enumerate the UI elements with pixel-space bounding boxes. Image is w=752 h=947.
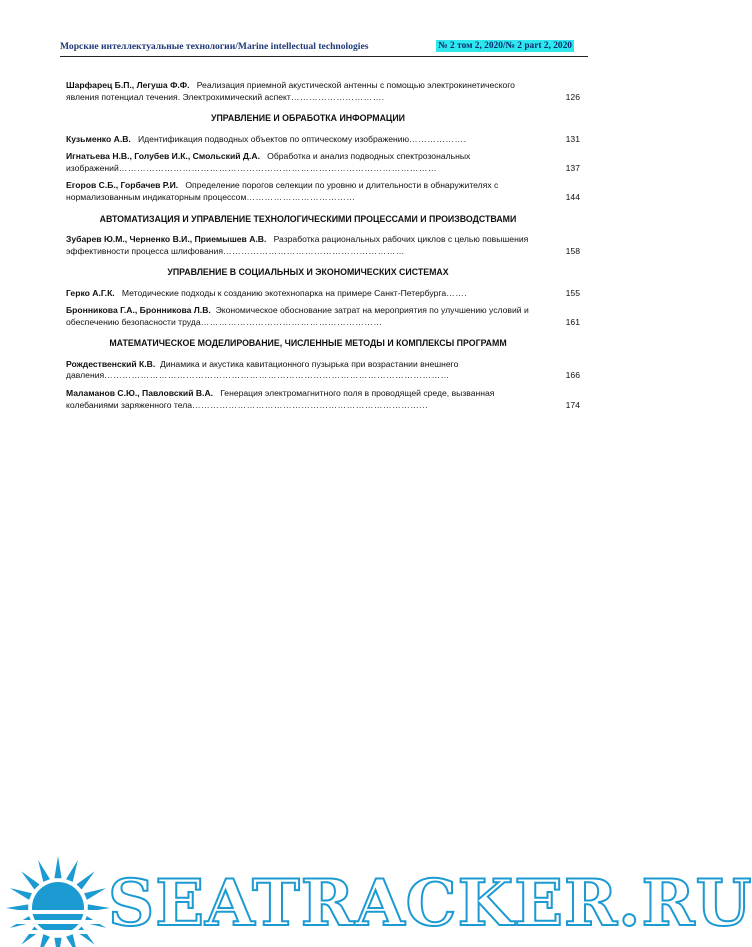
- entry-page: 174: [565, 399, 580, 410]
- entry-authors: Игнатьева Н.В., Голубев И.К., Смольский Д.А.: [66, 151, 260, 162]
- entry-leader: ………………………………: [246, 191, 356, 202]
- entry-authors: Егоров С.Б., Горбачев Р.И.: [66, 180, 179, 191]
- entry-page: 161: [565, 316, 580, 327]
- entry-authors: Маламанов С.Ю., Павловский В.А.: [66, 387, 214, 398]
- sun-ray: [38, 860, 50, 882]
- entry-authors: Рождественский К.В.: [66, 358, 156, 369]
- entry-title: Определение порогов селекции по уровню и длительности в обнаружителях с нормализованным индикаторным процессом: [66, 180, 499, 202]
- toc-entry[interactable]: [66, 388, 580, 411]
- sun-ray: [38, 934, 50, 947]
- journal-title: Морские интеллектуальные технологии/Marine intellectual technologies: [60, 41, 369, 52]
- entry-page: 166: [565, 370, 580, 381]
- running-header: [60, 40, 588, 57]
- sun-ray: [54, 938, 61, 947]
- sun-ray: [21, 927, 39, 945]
- entry-title: Идентификация подводных объектов по оптическому изображению: [137, 133, 410, 144]
- entry-title: Реализация приемной акустической антенны с помощью электрокинетического явления потенциал течения. Электрохимический аспект: [66, 80, 515, 102]
- section-heading: УПРАВЛЕНИЕ В СОЦИАЛЬНЫХ И ЭКОНОМИЧЕСКИХ СИСТЕМАХ: [167, 267, 449, 278]
- entry-leader: ……………………………………………………………………………………………………: [104, 370, 450, 381]
- entry-page: 126: [565, 91, 580, 102]
- sun-ray: [54, 856, 61, 878]
- entry-leader: ……………….: [409, 133, 467, 144]
- entry-leader: ……………………………………………………………………………………………: [118, 162, 438, 173]
- entry-page: 155: [565, 287, 580, 298]
- entry-authors: Кузьменко А.В.: [66, 133, 131, 144]
- section-heading: МАТЕМАТИЧЕСКОЕ МОДЕЛИРОВАНИЕ, ЧИСЛЕННЫЕ МЕТОДЫ И КОМПЛЕКСЫ ПРОГРАММ: [109, 338, 507, 349]
- entry-title: Экономическое обоснование затрат на мероприятия по улучшению условий и обеспечению безопасности труда: [66, 305, 529, 327]
- toc-entry[interactable]: [66, 180, 580, 203]
- entry-authors: Зубарев Ю.М., Черненко В.И., Приемышев А.В.: [66, 233, 267, 244]
- section-heading: АВТОМАТИЗАЦИЯ И УПРАВЛЕНИЕ ТЕХНОЛОГИЧЕСКИМИ ПРОЦЕССАМИ И ПРОИЗВОДСТВАМИ: [99, 213, 517, 224]
- entry-leader: ……………………………………………………: [200, 316, 383, 327]
- entry-page: 144: [565, 191, 580, 202]
- sun-ray: [10, 888, 32, 900]
- entry-leader: ……………………………………………………: [223, 245, 405, 256]
- toc-entry[interactable]: [66, 134, 580, 146]
- entry-authors: Шарфарец Б.П., Легуша Ф.Ф.: [66, 80, 190, 90]
- section-heading: УПРАВЛЕНИЕ И ОБРАБОТКА ИНФОРМАЦИИ: [210, 113, 406, 124]
- entry-page: 137: [565, 162, 580, 173]
- entry-authors: Бронникова Г.А., Бронникова Л.В.: [66, 305, 211, 316]
- sun-ray: [66, 860, 78, 882]
- entry-page: 131: [565, 133, 580, 144]
- entry-title: Методические подходы к созданию экотехнопарка на примере Санкт-Петербурга: [121, 287, 447, 298]
- entry-page: 158: [565, 245, 580, 256]
- issue-badge: № 2 том 2, 2020/№ 2 part 2, 2020: [438, 41, 572, 51]
- toc-entry[interactable]: [66, 288, 580, 300]
- toc-entry[interactable]: [66, 234, 580, 257]
- toc-entry[interactable]: [66, 359, 580, 382]
- sun-ray: [66, 934, 78, 947]
- toc-entry[interactable]: [66, 305, 580, 328]
- watermark-text: SEATRACKER.RU: [108, 866, 752, 941]
- sun-ray: [84, 888, 106, 900]
- entry-title: Динамика и акустика кавитационного пузырька при возрастании внешнего давления: [66, 358, 459, 381]
- sun-ray: [21, 871, 39, 889]
- entry-title: Генерация электромагнитного поля в проводящей среде, вызванная колебаниями заряженного тела: [66, 387, 495, 410]
- entry-title: Разработка рациональных рабочих циклов с целью повышения эффективности процесса шлифования: [66, 233, 529, 256]
- entry-title: Обработка и анализ подводных спектрозональных изображений: [66, 151, 471, 173]
- entry-leader: …….: [446, 287, 468, 298]
- sun-ray: [77, 927, 95, 945]
- toc-entry[interactable]: [66, 80, 580, 103]
- entry-leader: …………………………………………………………………...: [192, 399, 429, 410]
- toc-entry[interactable]: [66, 151, 580, 174]
- entry-leader: ………………………….: [290, 91, 385, 102]
- sun-ray: [77, 871, 95, 889]
- entry-authors: Герко А.Г.К.: [66, 287, 115, 298]
- table-of-contents: [66, 80, 580, 417]
